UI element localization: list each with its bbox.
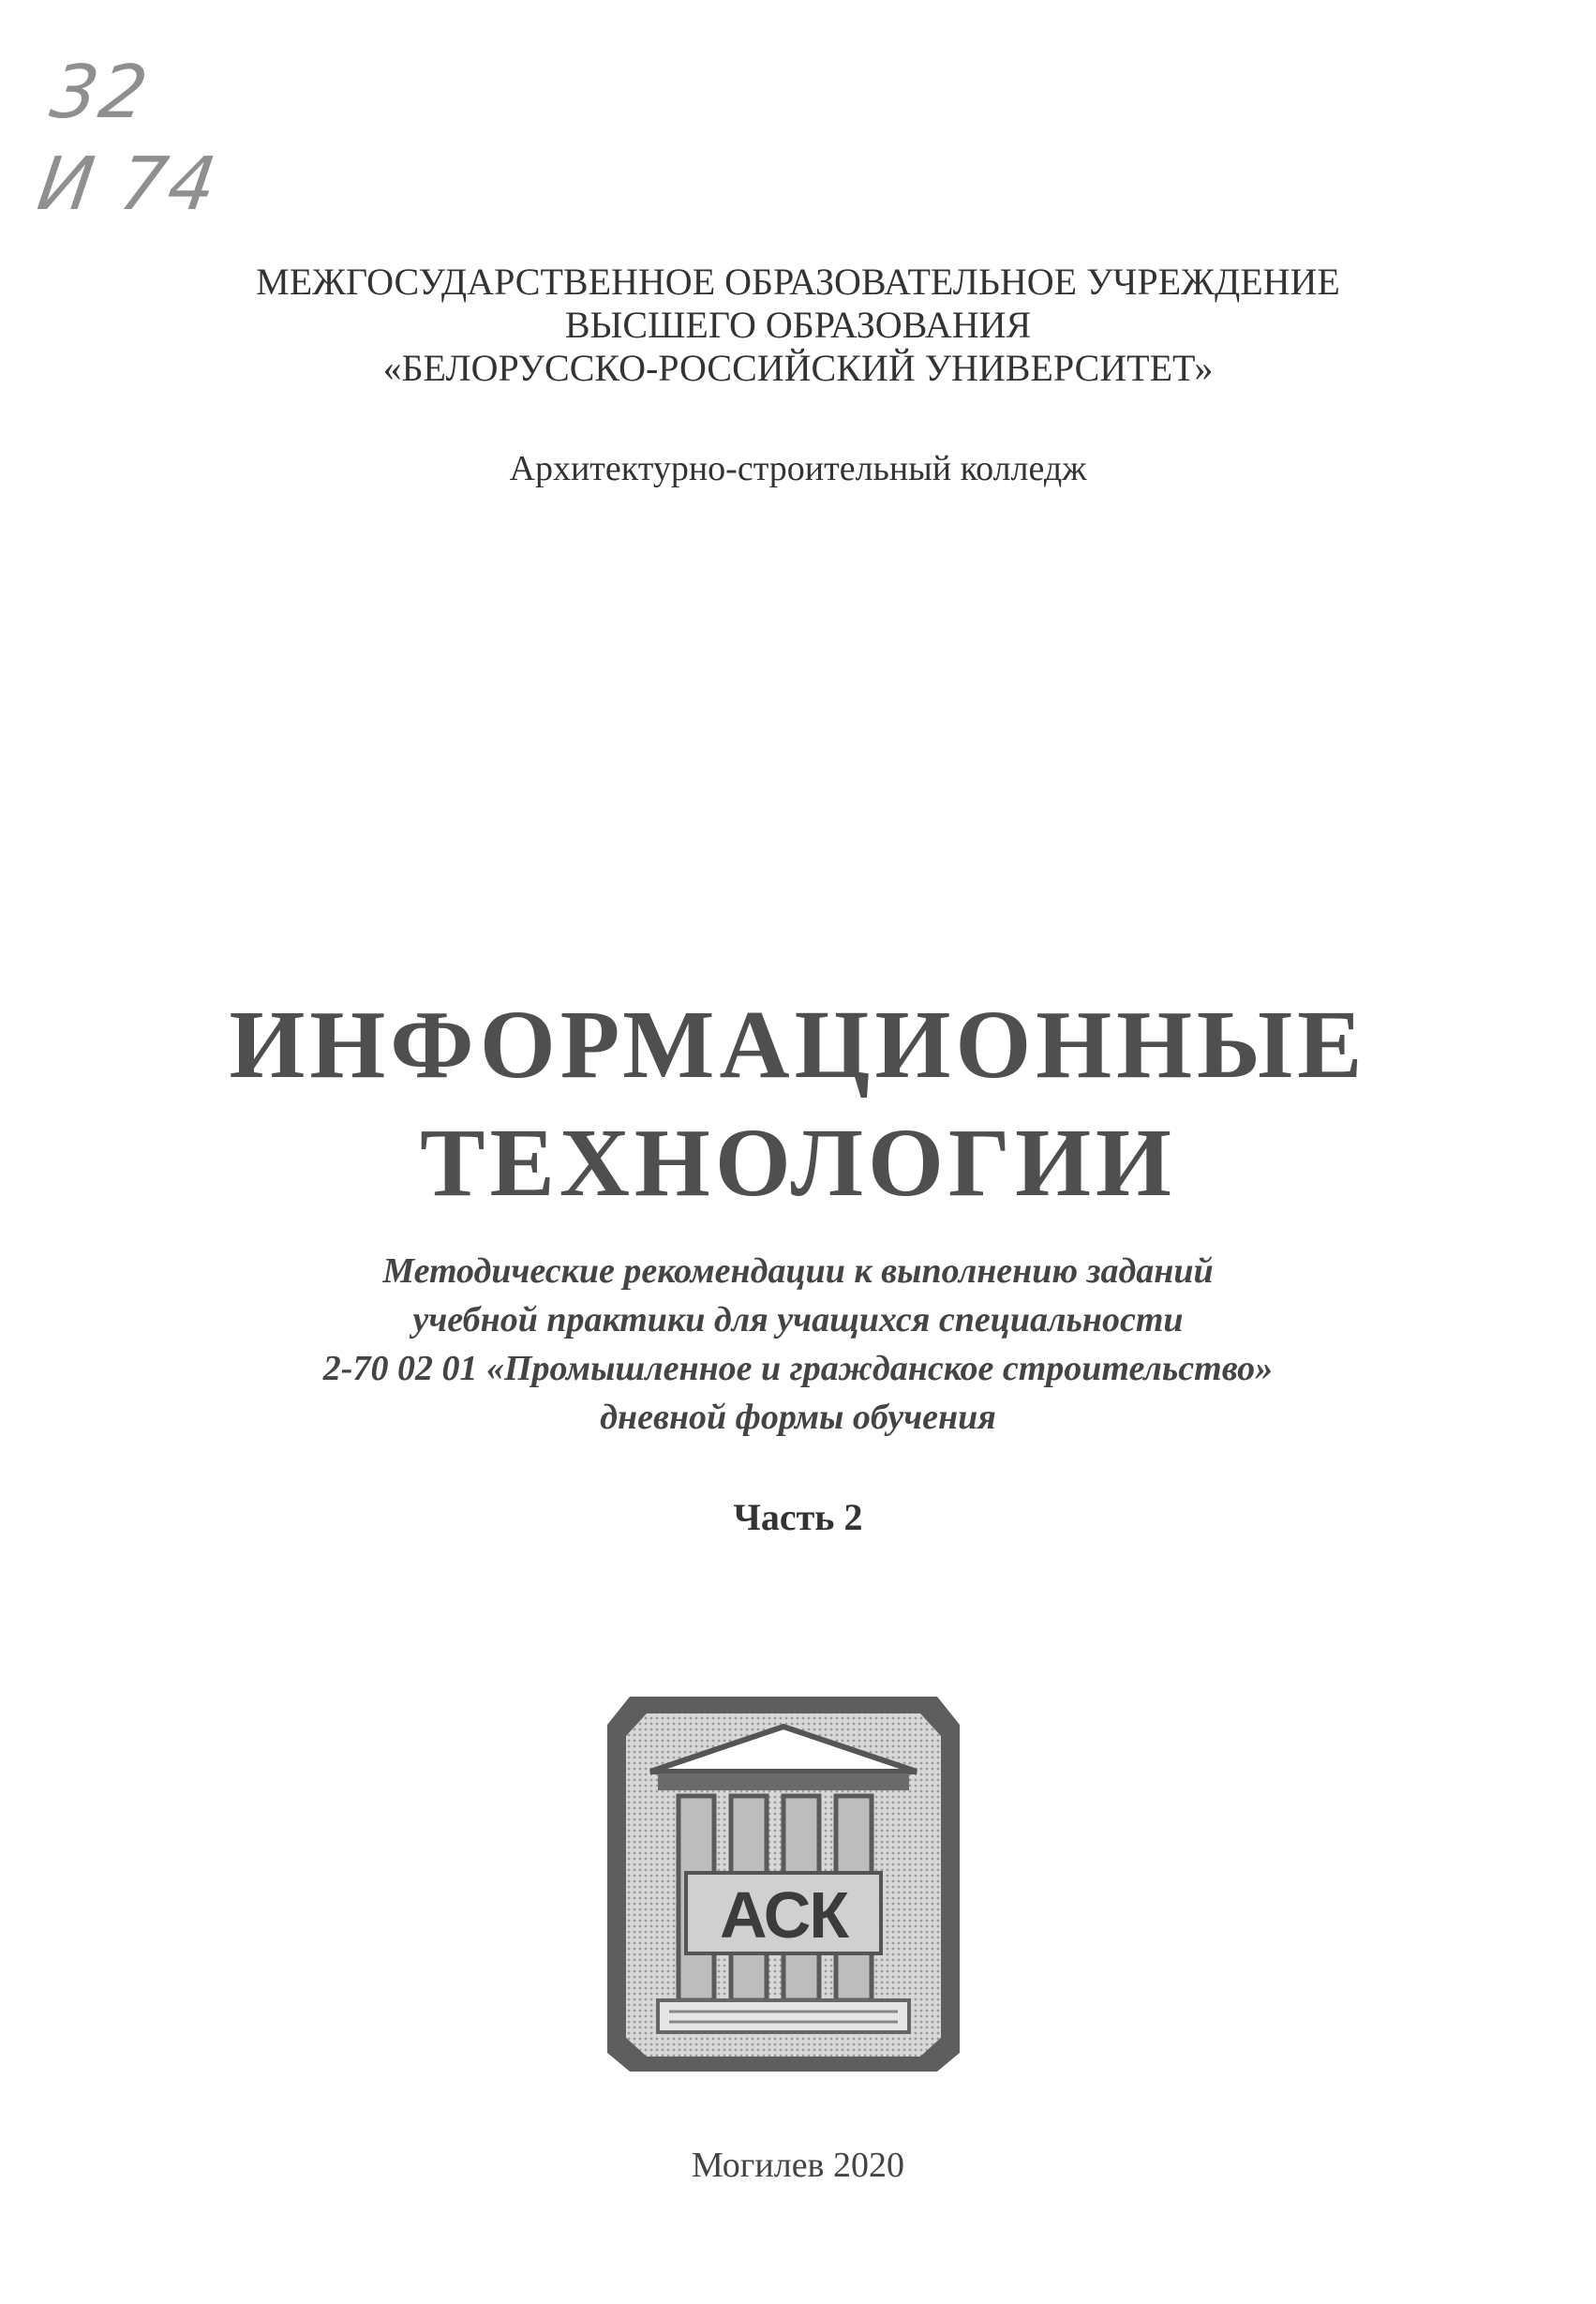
subtitle-line-2: учебной практики для учащихся специальности (412, 1300, 1184, 1339)
city-year: Могилев 2020 (691, 2146, 905, 2185)
emblem-text: АСК (719, 1878, 848, 1952)
handwritten-code-line-1: 32 (45, 51, 155, 135)
institution-line-2: ВЫСШЕГО ОБРАЗОВАНИЯ (564, 304, 1032, 346)
part-number: Часть 2 (733, 1496, 863, 1538)
document-subtitle (0, 1247, 1596, 1442)
subtitle-line-3: 2-70 02 01 «Промышленное и гражданское строительство» (322, 1349, 1274, 1388)
institution-line-1: МЕЖГОСУДАРСТВЕННОЕ ОБРАЗОВАТЕЛЬНОЕ УЧРЕЖДЕНИЕ (256, 261, 1340, 303)
subtitle-line-1: Методические рекомендации к выполнению заданий (382, 1251, 1214, 1291)
document-title (0, 986, 1596, 1222)
title-line-1: ИНФОРМАЦИОННЫЕ (229, 991, 1367, 1099)
college-emblem-icon (592, 1659, 975, 2075)
college-name: Архитектурно-строительный колледж (509, 449, 1087, 488)
institution-line-3: «БЕЛОРУССКО-РОССИЙСКИЙ УНИВЕРСИТЕТ» (382, 347, 1214, 389)
subtitle-line-4: дневной формы обучения (600, 1398, 996, 1437)
institution-header (0, 261, 1596, 390)
title-line-2: ТЕХНОЛОГИИ (420, 1109, 1176, 1217)
handwritten-code-line-2: И 74 (32, 142, 223, 227)
handwritten-shelf-code (32, 47, 236, 231)
